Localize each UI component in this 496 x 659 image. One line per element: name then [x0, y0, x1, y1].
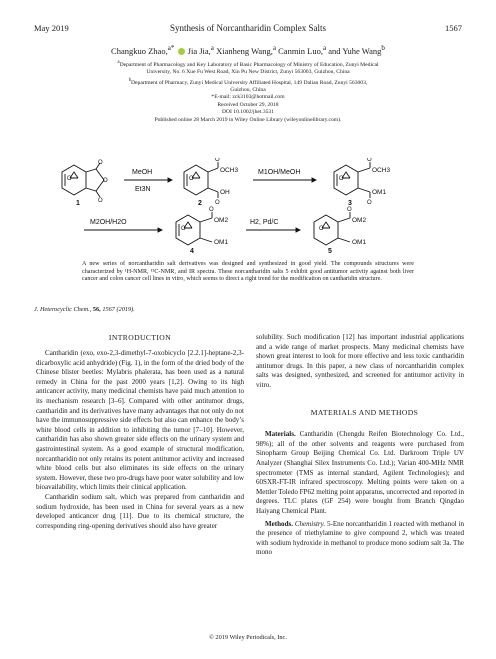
reagent-meoh: MeOH — [132, 169, 153, 176]
running-header — [34, 23, 462, 35]
author-superscript: a — [272, 44, 276, 52]
author-superscript: b — [381, 44, 385, 52]
affiliation-a: $^a$Department of Pharmacology and Key Laboratory of Basic Pharmacology of Ministry of Education, Zunyi Medical — [117, 60, 379, 68]
substituent-om2: OM2 — [214, 217, 229, 224]
methods-text: 5-Ene norcantharidin 1 reacted with methanol in the presence of triethylamine to give compound 2, which was treated with sodium hydroxide in methanol to produce mono sodium salt 3a. The mono — [256, 519, 464, 557]
reagent-m1oh-meoh: M1OH/MeOH — [258, 169, 301, 176]
journal-volume: 56, — [92, 306, 101, 313]
methods-label: Methods. — [265, 519, 293, 528]
substituent-om1: OM1 — [352, 239, 367, 246]
intro-paragraph-1: Cantharidin (exo, exo-2,3-dimethyl-7-oxobicyclo [2.2.1]-heptane-2,3-dicarboxylic acid anhydride) (Fig. 1), in the form of the dried body of the Chinese blister beetles: Mylabris phalerata, has been used as a natural remedy in China for the past 2000 years [1,2]. Owing to its high anticancer activity, many medicinal chemists have paid much attention to its mechanism research [3–6]. Compared with other antitumor drugs, cantharidin and its derivatives have many advantages that not only do not have the immunosuppressive side effects but also can enhance the body’s white blood cells in addition to inhibiting the tumor [7–10]. However, cantharidin has also shown greater side effects on the urinary system and gastrointestinal system. As a good example of structural modification, norcantharidin not only retains its potent antitumor activity and increased white blood cells but also eliminates its side effects on the urinary system. However, these two pro-drugs have poor water solubility and low bioavailability, which limits their clinical application. — [36, 349, 244, 492]
journal-reference — [34, 306, 135, 313]
header-page-number: 1567 — [445, 23, 462, 33]
abstract: A new series of norcantharidin salt derivatives was designed and synthesized in good yield. The compounds structures were characterized by ¹H-NMR, ¹³C-NMR, and IR spectra. These norcantharidin salts 5 exhibit good antitumor activity against both liver cancer and colon cancer cell lines in vitro, which seems to direct a right trend for the modification on cantharidin structure. — [82, 261, 414, 283]
received-date: Received October 29, 2018 — [217, 101, 279, 108]
author-name: Jia Jia, — [187, 45, 211, 56]
svg-text:O: O — [98, 160, 103, 166]
journal-pages: 1567 (2019). — [102, 306, 135, 313]
methods-paragraph — [256, 520, 464, 558]
svg-text:O: O — [215, 158, 220, 163]
svg-text:O: O — [209, 207, 214, 213]
right-column — [256, 333, 464, 558]
svg-text:O: O — [103, 178, 108, 184]
author-name: Canmin Luo, — [278, 45, 323, 56]
author-name: and Yuhe Wang — [328, 45, 382, 56]
compound-1-structure — [62, 160, 108, 204]
svg-text:O: O — [339, 176, 344, 182]
compound-label-5: 5 — [328, 248, 332, 254]
compound-3-structure — [334, 158, 372, 206]
author-list — [40, 44, 456, 56]
compound-label-4: 4 — [190, 248, 194, 254]
header-date: May 2019 — [34, 23, 69, 33]
orcid-icon[interactable] — [178, 48, 185, 55]
author-superscript: a — [210, 44, 214, 52]
doi-link[interactable]: DOI 10.1002/jhet.3531 — [221, 109, 275, 116]
compound-4-structure — [176, 207, 214, 245]
header-title: Synthesis of Norcantharidin Complex Salts — [170, 23, 326, 33]
affiliations — [60, 59, 436, 124]
intro-paragraph-2: Cantharidin sodium salt, which was prepared from cantharidin and sodium hydroxide, has been used in China for several years as a new developed anticancer drug [11]. Due to its chemical structure, the corresponding ring-opening derivatives should also have greater — [36, 492, 244, 530]
svg-text:O: O — [319, 226, 324, 232]
copyright-footer: © 2019 Wiley Periodicals, Inc. — [209, 634, 287, 641]
synthesis-scheme — [48, 158, 448, 254]
substituent-om1: OM1 — [372, 189, 387, 196]
compound-label-2: 2 — [198, 200, 202, 207]
email-link[interactable]: *E-mail: zck3103@hotmail.com — [211, 94, 285, 101]
affiliation-a-line2: University, No. 6 Xue Fu West Road, Xin Pu New District, Zunyi 563003, Guizhou, China — [146, 69, 350, 76]
materials-text: Cantharidin (Chengdu Reifen Biotechnology Co. Ltd., 98%); all of the other solvents and reagents were purchased from Sinopharm Group Beijing Chemical Co. Ltd. Darkroom Triple UV Analyzer (Shanghai Silex Instruments Co. Ltd.); Varian 400-MHz NMR spectrometer (TMS as internal standard, Agilent Technologies); and 60SXR-FT-IR infrared spectroscopy. Melting points were taken on a Mettler Toledo FP62 melting point apparatus, uncorrected and reported in degrees. TLC plates (GF 254) were bought from Branch Qingdao Haiyang Chemical Plant. — [256, 430, 464, 515]
affiliation-b-line2: Guizhou, China — [230, 86, 266, 93]
svg-text:O: O — [367, 158, 372, 163]
materials-paragraph — [256, 430, 464, 516]
compound-5-structure — [314, 207, 352, 245]
reagent-et3n: Et3N — [135, 186, 151, 193]
materials-label: Materials. — [265, 430, 296, 439]
svg-text:O: O — [347, 207, 352, 213]
left-column — [36, 349, 244, 531]
substituent-och3: OCH3 — [372, 167, 391, 174]
compound-label-1: 1 — [76, 200, 80, 207]
methods-heading: MATERIALS AND METHODS — [310, 407, 419, 417]
svg-text:O: O — [67, 176, 72, 182]
svg-text:O: O — [189, 176, 194, 182]
svg-text:O: O — [215, 200, 220, 206]
author-superscript: a — [322, 44, 327, 52]
substituent-om1: OM1 — [214, 239, 229, 246]
substituent-om2: OM2 — [352, 217, 367, 224]
svg-text:O: O — [181, 226, 186, 232]
author-name: Xianheng Wang, — [216, 45, 273, 56]
compound-2-structure — [184, 158, 220, 206]
author-name: Changkuo Zhao, — [111, 45, 168, 56]
svg-text:O: O — [367, 200, 372, 206]
affiliation-b: $^b$Department of Pharmacy, Zunyi Medical University Affiliated Hospital, 149 Dalian Road, Zunyi 563003, — [128, 77, 368, 86]
publication-info: Published online 28 March 2019 in Wiley Online Library (wileyonlinelibrary.com). — [154, 116, 342, 123]
author-superscript: a* — [167, 44, 175, 52]
substituent-och3: OCH3 — [220, 167, 239, 174]
journal-name: J. Heterocyclic Chem., — [34, 306, 92, 313]
reagent-m2oh-h2o: M2OH/H2O — [90, 219, 127, 226]
svg-text:O: O — [98, 198, 103, 204]
introduction-heading: INTRODUCTION — [108, 333, 172, 342]
reagent-h2-pdc: H2, Pd/C — [250, 219, 279, 226]
compound-label-3: 3 — [348, 200, 352, 207]
intro-paragraph-3: solubility. Such modification [12] has important industrial applications and a wide range of market prospects. Many medicinal chemists have shown great interest to look for more effective and less toxic cantharidin antitumor drugs. In this paper, a new class of norcantharidin complex salts was designed, synthesized, and screened for antitumor activity in vitro. — [256, 333, 464, 389]
substituent-oh: OH — [220, 189, 230, 196]
chemistry-label: Chemistry. — [294, 519, 326, 528]
